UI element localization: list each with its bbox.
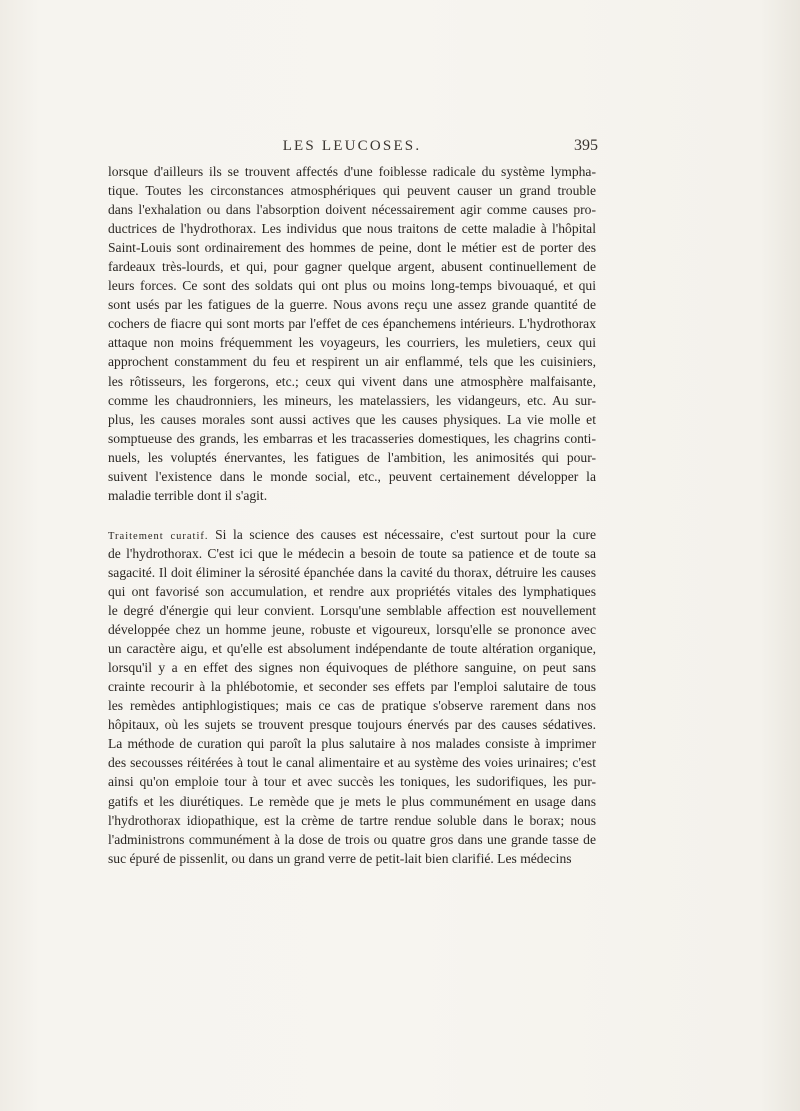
- page-header: [108, 138, 596, 162]
- text-line: [108, 525, 596, 544]
- text-line: comme les chaudronniers, les mineurs, les matelassiers, les vidangeurs, etc. Au sur-: [108, 392, 596, 408]
- text-line: des secousses réitérées à tout le canal alimentaire et au système des voies urinaires; c'est: [108, 755, 596, 771]
- text-line: de l'hydrothorax. C'est ici que le médecin a besoin de toute sa patience et de toute sa: [108, 545, 596, 561]
- text-line: lorsqu'il y a en effet des signes non équivoques de pléthore sanguine, on peut sans: [108, 660, 596, 676]
- paragraph-causes: [108, 162, 596, 505]
- text-line: les rôtisseurs, les forgerons, etc.; ceux qui vivent dans une atmosphère malfaisante,: [108, 373, 596, 389]
- text-line: fardeaux très-lourds, et qui, pour gagner quelque argent, abusent continuellement de: [108, 259, 596, 275]
- text-line: cochers de fiacre qui sont morts par l'effet de ces épanchemens intérieurs. L'hydrothorax: [108, 316, 596, 332]
- text-line: dans l'exhalation ou dans l'absorption doivent nécessairement agir comme causes pro-: [108, 202, 596, 218]
- text-line: lorsque d'ailleurs ils se trouvent affectés d'une foiblesse radicale du système lympha-: [108, 164, 596, 179]
- text-line: tique. Toutes les circonstances atmosphériques qui peuvent causer un grand trouble: [108, 183, 596, 199]
- text-line: ductrices de l'hydrothorax. Les individus que nous traitons de cette maladie à l'hôpital: [108, 221, 596, 237]
- text-line: plus, les causes morales sont aussi actives que les causes physiques. La vie molle et: [108, 411, 596, 427]
- text-line: somptueuse des grands, les embarras et les tracasseries domestiques, les chagrins conti-: [108, 430, 596, 446]
- text-line: crainte recourir à la phlébotomie, et seconder ses effets par l'emploi salutaire de tous: [108, 679, 596, 695]
- paragraph-gap: [108, 505, 596, 525]
- section-heading: Traitement curatif.: [108, 530, 209, 542]
- body-text: [108, 162, 596, 868]
- text-line: attaque non moins fréquemment les voyageurs, les courriers, les muletiers, ceux qui: [108, 335, 596, 351]
- text-line: qui ont favorisé son accumulation, et rendre aux propriétés vitales des lymphatiques: [108, 583, 596, 599]
- text-line: maladie terrible dont il s'agit.: [108, 487, 268, 503]
- paragraph-treatment: [108, 525, 596, 868]
- text-line: ainsi qu'on emploie tour à tour et avec succès les toniques, les sudorifiques, les pur-: [108, 774, 596, 790]
- text-line: suivent l'existence dans le monde social, etc., peuvent certainement développer la: [108, 468, 596, 484]
- text-line: le degré d'énergie qui leur convient. Lorsqu'une semblable affection est nouvellement: [108, 603, 596, 619]
- text-line: développée chez un homme jeune, robuste et vigoureux, lorsqu'elle se prononce avec: [108, 622, 596, 638]
- page-number: 395: [574, 137, 598, 154]
- text-line: suc épuré de pissenlit, ou dans un grand verre de petit-lait bien clarifié. Les médecins: [108, 850, 572, 866]
- text-line: approchent constamment du feu et respirent un air enflammé, tels que les cuisiniers,: [108, 354, 596, 370]
- text-line: l'hydrothorax idiopathique, est la crème de tartre rendue soluble dans le borax; nous: [108, 812, 596, 828]
- text-line: gatifs et les diurétiques. Le remède que je mets le plus communément en usage dans: [108, 793, 596, 809]
- text-line: Saint-Louis sont ordinairement des hommes de peine, dont le métier est de porter des: [108, 240, 596, 256]
- text-line: l'administrons communément à la dose de trois ou quatre gros dans une grande tasse de: [108, 831, 596, 847]
- text-line: les remèdes antiphlogistiques; mais ce cas de pratique s'observe rarement dans nos: [108, 698, 596, 714]
- text-line: un caractère aigu, et qu'elle est absolument indépendante de toute altération organique,: [108, 641, 596, 657]
- text-line: nuels, les voluptés énervantes, les fatigues de l'ambition, les animosités qui pour-: [108, 449, 596, 465]
- running-head: LES LEUCOSES.: [282, 138, 422, 154]
- line-text: Si la science des causes est nécessaire, c'est surtout pour la cure: [208, 526, 596, 542]
- text-line: sagacité. Il doit éliminer la sérosité épanchée dans la cavité du thorax, détruire les causes: [108, 564, 596, 580]
- text-line: hôpitaux, où les sujets se trouvent presque toujours énervés par des causes sédatives.: [108, 717, 596, 733]
- text-line: leurs forces. Ce sont des soldats qui ont plus ou moins long-temps bivouaqué, et qui: [108, 278, 596, 294]
- text-line: La méthode de curation qui paroît la plus salutaire à nos malades consiste à imprimer: [108, 736, 596, 752]
- text-line: sont usés par les fatigues de la guerre. Nous avons reçu une assez grande quantité de: [108, 297, 596, 313]
